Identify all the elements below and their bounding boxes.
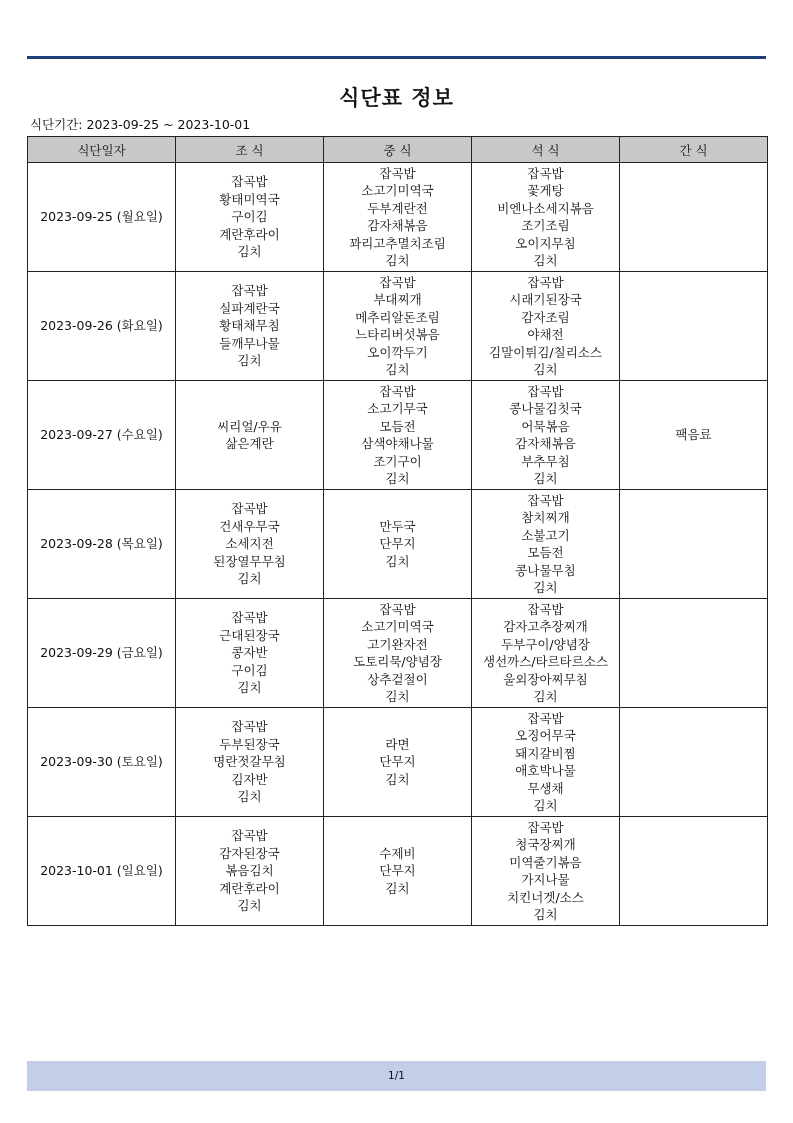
lunch-cell — [324, 163, 472, 272]
menu-item: 김치 — [385, 253, 410, 268]
menu-item: 잡곡밥 — [527, 819, 564, 835]
menu-item: 모듬전 — [527, 545, 564, 560]
footer-bar — [27, 1061, 766, 1091]
menu-item: 감자된장국 — [219, 845, 280, 861]
menu-item: 조기조림 — [521, 218, 570, 233]
menu-item: 고기완자전 — [367, 636, 428, 652]
header-dinner: 석 식 — [472, 137, 620, 163]
snack-cell — [620, 490, 768, 599]
menu-item: 단무지 — [379, 863, 416, 879]
breakfast-cell — [176, 163, 324, 272]
menu-item: 콩나물김칫국 — [509, 401, 582, 416]
table-row — [28, 272, 768, 381]
menu-item: 청국장찌개 — [515, 837, 576, 852]
menu-item: 김말이튀김/칠리소스 — [489, 344, 602, 360]
menu-item: 수제비 — [379, 845, 416, 861]
menu-item: 김치 — [385, 880, 410, 896]
dinner-cell — [472, 381, 620, 490]
menu-item: 김치 — [237, 680, 262, 696]
menu-item: 두부계란전 — [367, 200, 428, 216]
menu-item: 황태미역국 — [219, 191, 280, 207]
menu-item: 애호박나물 — [515, 763, 576, 778]
menu-item: 김치 — [385, 553, 410, 569]
menu-item: 구이김 — [231, 209, 268, 225]
header-snack: 간 식 — [620, 137, 768, 163]
menu-item: 계란후라이 — [219, 226, 280, 242]
menu-item: 김치 — [385, 362, 410, 377]
menu-item: 잡곡밥 — [231, 828, 268, 844]
menu-item: 느타리버섯볶음 — [355, 327, 440, 342]
date-cell: 2023-09-27 (수요일) — [28, 381, 176, 490]
menu-item: 비엔나소세지볶음 — [497, 200, 594, 216]
menu-item: 생선까스/타르타르소스 — [483, 654, 608, 669]
menu-item: 잡곡밥 — [527, 383, 564, 399]
lunch-cell — [324, 599, 472, 708]
snack-cell — [620, 708, 768, 817]
menu-item: 김치 — [385, 771, 410, 787]
menu-item: 콩자반 — [231, 645, 268, 661]
dinner-cell — [472, 817, 620, 926]
breakfast-cell — [176, 708, 324, 817]
menu-item: 볶음김치 — [225, 863, 274, 879]
header-breakfast: 조 식 — [176, 137, 324, 163]
menu-item: 단무지 — [379, 536, 416, 552]
table-row — [28, 490, 768, 599]
menu-item: 치킨너겟/소스 — [507, 889, 584, 905]
menu-item: 감자채볶음 — [515, 436, 576, 451]
menu-item: 소불고기 — [521, 527, 570, 543]
menu-item: 두부된장국 — [219, 736, 280, 752]
lunch-cell — [324, 817, 472, 926]
menu-item: 울외장아찌무침 — [503, 671, 588, 687]
menu-item: 된장열무무침 — [213, 553, 286, 569]
lunch-cell — [324, 272, 472, 381]
dinner-cell — [472, 490, 620, 599]
menu-item: 잡곡밥 — [231, 501, 268, 517]
menu-item: 야채전 — [527, 327, 564, 342]
menu-item: 상추겉절이 — [367, 671, 428, 687]
menu-item: 김치 — [385, 471, 410, 486]
dinner-cell — [472, 708, 620, 817]
menu-item: 김치 — [533, 362, 558, 377]
menu-item: 소고기미역국 — [361, 183, 434, 198]
date-cell: 2023-09-26 (화요일) — [28, 272, 176, 381]
menu-item: 씨리얼/우유 — [217, 418, 282, 434]
menu-item: 잡곡밥 — [379, 165, 416, 181]
menu-item: 김치 — [237, 353, 262, 369]
menu-item: 미역줄기볶음 — [509, 854, 582, 870]
header-lunch: 중 식 — [324, 137, 472, 163]
menu-item: 잡곡밥 — [379, 601, 416, 617]
menu-item: 메추리알돈조림 — [355, 309, 440, 325]
menu-item: 김치 — [533, 471, 558, 486]
table-row — [28, 599, 768, 708]
menu-item: 소고기미역국 — [361, 619, 434, 634]
menu-item: 감자고추장찌개 — [503, 619, 588, 634]
menu-item: 삶은계란 — [225, 436, 274, 451]
lunch-cell — [324, 381, 472, 490]
menu-item: 잡곡밥 — [527, 274, 564, 290]
snack-cell — [620, 163, 768, 272]
menu-item: 실파계란국 — [219, 300, 280, 316]
menu-item: 모듬전 — [379, 418, 416, 434]
top-divider — [27, 56, 766, 59]
menu-item: 황태채무침 — [219, 318, 280, 334]
menu-item: 어묵볶음 — [521, 418, 570, 434]
menu-item: 콩나물무침 — [515, 562, 576, 578]
breakfast-cell — [176, 817, 324, 926]
snack-cell — [620, 599, 768, 708]
menu-item: 라면 — [385, 736, 410, 752]
menu-item: 돼지갈비찜 — [515, 745, 576, 761]
menu-item: 김치 — [533, 253, 558, 268]
snack-cell — [620, 381, 768, 490]
table-row — [28, 381, 768, 490]
dinner-cell — [472, 599, 620, 708]
menu-item: 감자조림 — [521, 309, 570, 325]
menu-item: 부대찌개 — [373, 292, 422, 307]
menu-item: 소세지전 — [225, 536, 274, 552]
page-title: 식단표 정보 — [339, 86, 454, 110]
date-cell: 2023-09-29 (금요일) — [28, 599, 176, 708]
date-cell: 2023-10-01 (일요일) — [28, 817, 176, 926]
menu-item: 잡곡밥 — [231, 610, 268, 626]
menu-item: 잡곡밥 — [527, 601, 564, 617]
date-cell: 2023-09-30 (토요일) — [28, 708, 176, 817]
table-body — [28, 163, 768, 926]
date-cell: 2023-09-25 (월요일) — [28, 163, 176, 272]
menu-item: 잡곡밥 — [527, 165, 564, 181]
menu-item: 조기구이 — [373, 453, 422, 469]
menu-item: 김치 — [237, 789, 262, 805]
menu-item: 오징어무국 — [515, 728, 576, 743]
breakfast-cell — [176, 272, 324, 381]
menu-item: 김치 — [237, 571, 262, 587]
menu-item: 두부구이/양념장 — [501, 636, 590, 652]
menu-item: 김치 — [385, 689, 410, 704]
page-indicator: 1/1 — [388, 1070, 405, 1082]
menu-item: 시래기된장국 — [509, 292, 582, 307]
header-date: 식단일자 — [28, 137, 176, 163]
menu-item: 계란후라이 — [219, 880, 280, 896]
menu-item: 만두국 — [379, 518, 416, 534]
menu-item: 잡곡밥 — [231, 719, 268, 735]
menu-item: 들깨무나물 — [219, 335, 280, 351]
menu-item: 잡곡밥 — [231, 283, 268, 299]
table-row — [28, 163, 768, 272]
menu-item: 참치찌개 — [521, 510, 570, 525]
table-header-row — [28, 137, 768, 163]
menu-item: 건새우무국 — [219, 518, 280, 534]
menu-item: 오이지무침 — [515, 235, 576, 251]
lunch-cell — [324, 708, 472, 817]
menu-item: 부추무침 — [521, 453, 570, 469]
date-cell: 2023-09-28 (목요일) — [28, 490, 176, 599]
dinner-cell — [472, 163, 620, 272]
menu-item: 가지나물 — [521, 872, 570, 887]
menu-item: 김치 — [533, 580, 558, 595]
menu-item: 팩음료 — [675, 427, 712, 443]
table-row — [28, 708, 768, 817]
menu-item: 구이김 — [231, 662, 268, 678]
menu-item: 김치 — [237, 898, 262, 914]
menu-item: 잡곡밥 — [527, 710, 564, 726]
breakfast-cell — [176, 490, 324, 599]
menu-item: 김치 — [533, 689, 558, 704]
breakfast-cell — [176, 599, 324, 708]
menu-item: 감자채볶음 — [367, 218, 428, 233]
menu-item: 김자반 — [231, 771, 268, 787]
menu-item: 잡곡밥 — [527, 492, 564, 508]
menu-item: 김치 — [533, 907, 558, 922]
dinner-cell — [472, 272, 620, 381]
menu-item: 잡곡밥 — [379, 274, 416, 290]
menu-item: 무생채 — [527, 780, 564, 796]
table-row — [28, 817, 768, 926]
menu-item: 단무지 — [379, 754, 416, 770]
menu-item: 오이깍두기 — [367, 344, 428, 360]
meal-period: 식단기간: 2023-09-25 ~ 2023-10-01 — [30, 117, 251, 132]
snack-cell — [620, 817, 768, 926]
meal-table — [27, 136, 768, 926]
lunch-cell — [324, 490, 472, 599]
menu-item: 삼색야채나물 — [361, 436, 434, 451]
snack-cell — [620, 272, 768, 381]
breakfast-cell — [176, 381, 324, 490]
menu-item: 꽈리고추멸치조림 — [349, 235, 446, 251]
menu-item: 김치 — [533, 798, 558, 813]
menu-item: 잡곡밥 — [379, 383, 416, 399]
menu-item: 소고기무국 — [367, 401, 428, 416]
menu-item: 도토리묵/양념장 — [353, 654, 442, 669]
menu-item: 꽃게탕 — [527, 183, 564, 198]
menu-item: 김치 — [237, 244, 262, 260]
menu-item: 명란젓갈무침 — [213, 754, 286, 770]
menu-item: 근대된장국 — [219, 627, 280, 643]
menu-item: 잡곡밥 — [231, 174, 268, 190]
